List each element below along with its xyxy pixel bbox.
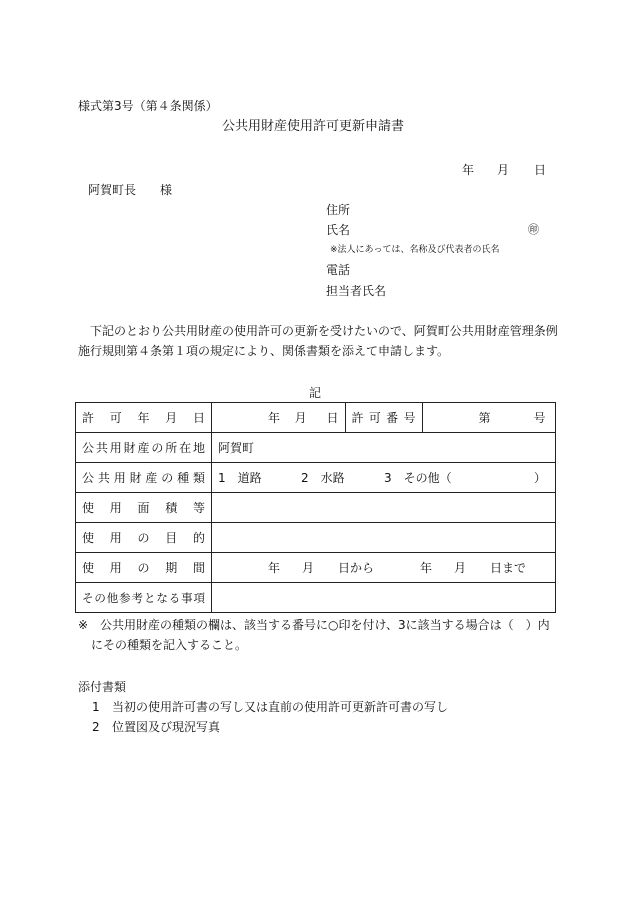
date-year: 年 xyxy=(462,163,475,177)
addressee-honorific: 様 xyxy=(160,183,173,197)
seal-icon: ㊞ xyxy=(528,223,539,236)
date-month: 月 xyxy=(497,163,510,177)
attachments-heading: 添付書類 xyxy=(78,680,127,694)
type-label: 公共用財産の種類 xyxy=(76,463,212,493)
body-line-1: 下記のとおり公共用財産の使用許可の更新を受けたいので、阿賀町公共用財産管理条例 xyxy=(90,324,558,338)
location-value: 阿賀町 xyxy=(212,433,556,463)
ki-heading: 記 xyxy=(309,386,322,400)
corporate-note: ※法人にあっては、名称及び代表者の氏名 xyxy=(330,245,500,255)
area-label: 使用面積等 xyxy=(76,493,212,523)
table-row xyxy=(76,433,556,463)
contact-label: 担当者氏名 xyxy=(326,284,387,298)
date-day: 日 xyxy=(534,163,547,177)
table-row xyxy=(76,403,556,433)
attachment-item: 2 位置図及び現況写真 xyxy=(92,720,221,734)
note-line-2: にその種類を記入すること。 xyxy=(91,638,248,652)
period-label: 使用の期間 xyxy=(76,553,212,583)
application-table xyxy=(75,402,556,613)
table-row xyxy=(76,523,556,553)
permit-number-value: 第 号 xyxy=(422,403,556,433)
type-options: 1 道路 2 水路 3 その他（ ） xyxy=(212,463,556,493)
permit-number-label: 許可番号 xyxy=(345,403,422,433)
body-line-2: 施行規則第４条第１項の規定により、関係書類を添えて申請します。 xyxy=(78,344,450,358)
purpose-value xyxy=(212,523,556,553)
area-value xyxy=(212,493,556,523)
table-row xyxy=(76,583,556,613)
document-title: 公共用財産使用許可更新申請書 xyxy=(222,119,405,134)
address-label: 住所 xyxy=(326,203,351,217)
permit-date-label: 許可年月日 xyxy=(76,403,212,433)
purpose-label: 使用の目的 xyxy=(76,523,212,553)
table-row xyxy=(76,493,556,523)
phone-label: 電話 xyxy=(326,263,351,277)
permit-date-value: 年 月 日 xyxy=(212,403,346,433)
location-label: 公共用財産の所在地 xyxy=(76,433,212,463)
other-label: その他参考となる事項 xyxy=(76,583,212,613)
period-value: 年 月 日から 年 月 日まで xyxy=(212,553,556,583)
attachment-item: 1 当初の使用許可書の写し又は直前の使用許可更新許可書の写し xyxy=(92,700,449,714)
name-label: 氏名 xyxy=(326,223,351,237)
table-row xyxy=(76,463,556,493)
addressee-name: 阿賀町長 xyxy=(88,183,137,197)
form-number: 様式第3号（第４条関係） xyxy=(78,99,218,113)
table-row xyxy=(76,553,556,583)
other-value xyxy=(212,583,556,613)
note-line-1: ※ 公共用財産の種類の欄は、該当する番号に○印を付け、3に該当する場合は（ ）内 xyxy=(78,618,550,632)
